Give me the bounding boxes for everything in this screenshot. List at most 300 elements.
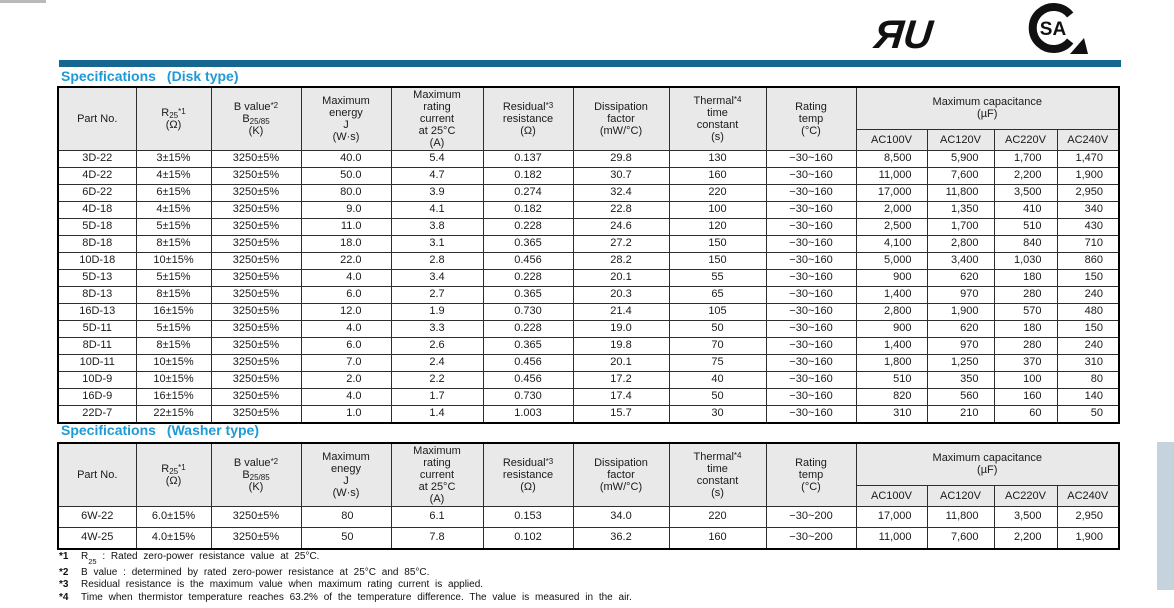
table-cell: 10±15% <box>136 252 211 269</box>
table-cell: 9.0 <box>301 201 391 218</box>
table-cell: 65 <box>669 286 766 303</box>
table-cell: −30~160 <box>766 320 856 337</box>
table-cell: 140 <box>1057 388 1119 405</box>
table-cell: −30~160 <box>766 252 856 269</box>
table-row <box>58 252 1119 269</box>
table-cell: 40 <box>669 371 766 388</box>
table-cell: 2,950 <box>1057 506 1119 527</box>
part-no-cell: 4D-18 <box>58 201 136 218</box>
part-no-cell: 5D-18 <box>58 218 136 235</box>
footnotes <box>59 551 632 604</box>
part-no-cell: 16D-9 <box>58 388 136 405</box>
table-cell: −30~160 <box>766 388 856 405</box>
table-cell: 1,800 <box>856 354 927 371</box>
ac-voltage-header: AC120V <box>927 485 994 506</box>
part-no-cell: 10D-9 <box>58 371 136 388</box>
table-cell: 710 <box>1057 235 1119 252</box>
table-cell: 3250±5% <box>211 371 301 388</box>
table-row <box>58 388 1119 405</box>
csa-triangle <box>1070 38 1088 54</box>
table-cell: 8±15% <box>136 337 211 354</box>
table-cell: 160 <box>669 167 766 184</box>
table-cell: 11,800 <box>927 506 994 527</box>
table-cell: 3250±5% <box>211 218 301 235</box>
table-cell: −30~160 <box>766 371 856 388</box>
table-cell: 160 <box>669 527 766 549</box>
table-cell: 280 <box>994 286 1057 303</box>
table-cell: 5,000 <box>856 252 927 269</box>
table-cell: 430 <box>1057 218 1119 235</box>
table-cell: 1,470 <box>1057 150 1119 167</box>
table-cell: 4.0 <box>301 269 391 286</box>
table-cell: 0.137 <box>483 150 573 167</box>
table-cell: 620 <box>927 320 994 337</box>
part-no-cell: 10D-18 <box>58 252 136 269</box>
table-cell: 11,000 <box>856 527 927 549</box>
footnote-mark: *3 <box>59 579 69 590</box>
part-no-cell: 4D-22 <box>58 167 136 184</box>
table-cell: 20.1 <box>573 354 669 371</box>
table-cell: 510 <box>856 371 927 388</box>
table-cell: 3250±5% <box>211 286 301 303</box>
table-cell: −30~200 <box>766 506 856 527</box>
part-no-cell: 22D-7 <box>58 405 136 423</box>
table-cell: 3250±5% <box>211 167 301 184</box>
column-header: $R_{25}^{*1}$ (Ω) <box>136 87 211 150</box>
table-cell: 2,800 <box>856 303 927 320</box>
table-cell: 150 <box>669 235 766 252</box>
table-cell: −30~160 <box>766 354 856 371</box>
header-rule <box>59 60 1121 67</box>
table-cell: 2.4 <box>391 354 483 371</box>
ac-voltage-header: AC120V <box>927 129 994 150</box>
table-cell: 1,700 <box>927 218 994 235</box>
table-cell: −30~160 <box>766 184 856 201</box>
table-cell: 860 <box>1057 252 1119 269</box>
table-cell: 620 <box>927 269 994 286</box>
table-cell: 6.0±15% <box>136 506 211 527</box>
footnote-mark: *4 <box>59 591 69 603</box>
table-cell: 130 <box>669 150 766 167</box>
table-cell: 3,500 <box>994 506 1057 527</box>
table-cell: 4±15% <box>136 167 211 184</box>
table-row <box>58 235 1119 252</box>
ac-voltage-header: AC220V <box>994 129 1057 150</box>
table-cell: 3250±5% <box>211 405 301 423</box>
column-header: Maximum energy J (W·s) <box>301 87 391 150</box>
table-cell: 1.9 <box>391 303 483 320</box>
table-cell: 3250±5% <box>211 269 301 286</box>
column-header: Dissipation factor (mW/°C) <box>573 87 669 150</box>
table-cell: 6.0 <box>301 286 391 303</box>
table-cell: 570 <box>994 303 1057 320</box>
table-cell: 3250±5% <box>211 506 301 527</box>
disk-spec-table <box>57 86 1120 424</box>
table-cell: 30.7 <box>573 167 669 184</box>
csa-sa-glyph: SA <box>1039 19 1067 40</box>
table-row <box>58 320 1119 337</box>
table-row <box>58 150 1119 167</box>
ac-voltage-header: AC220V <box>994 485 1057 506</box>
table-cell: 0.228 <box>483 218 573 235</box>
column-header: Maximum enegy J (W·s) <box>301 443 391 506</box>
column-header: Residual$^{*3}$ resistance (Ω) <box>483 87 573 150</box>
table-cell: 2.6 <box>391 337 483 354</box>
table-cell: 3.3 <box>391 320 483 337</box>
table-cell: 3250±5% <box>211 354 301 371</box>
table-cell: 3250±5% <box>211 235 301 252</box>
footnote-line <box>59 579 632 592</box>
capacitance-group-header: Maximum capacitance (µF) <box>856 87 1119 129</box>
table-row <box>58 218 1119 235</box>
table-cell: 150 <box>1057 320 1119 337</box>
table-cell: 6.0 <box>301 337 391 354</box>
table-cell: 15.7 <box>573 405 669 423</box>
table-cell: 240 <box>1057 286 1119 303</box>
table-cell: 2,500 <box>856 218 927 235</box>
table-cell: 3250±5% <box>211 388 301 405</box>
table-row <box>58 303 1119 320</box>
table-cell: 150 <box>669 252 766 269</box>
table-cell: 3250±5% <box>211 252 301 269</box>
table-cell: 0.365 <box>483 235 573 252</box>
table-cell: 370 <box>994 354 1057 371</box>
table-row <box>58 527 1119 549</box>
column-header: Thermal$^{*4}$ time constant (s) <box>669 87 766 150</box>
table-cell: 0.182 <box>483 201 573 218</box>
table-cell: 5±15% <box>136 218 211 235</box>
footnote-mark: *2 <box>59 566 69 578</box>
table-cell: 4.7 <box>391 167 483 184</box>
table-cell: 100 <box>669 201 766 218</box>
footnote-mark: *1 <box>59 551 69 562</box>
washer-spec-table <box>57 442 1120 550</box>
table-row <box>58 371 1119 388</box>
table-cell: 2,200 <box>994 167 1057 184</box>
footnote-text: Time when thermistor temperature reaches 63.2% of the temperature difference. The value is measured in the air. <box>81 591 632 603</box>
ac-voltage-header: AC100V <box>856 485 927 506</box>
table-cell: 20.1 <box>573 269 669 286</box>
table-cell: 4.1 <box>391 201 483 218</box>
table-cell: −30~160 <box>766 235 856 252</box>
table-cell: −30~160 <box>766 218 856 235</box>
table-cell: 10±15% <box>136 354 211 371</box>
table-cell: 840 <box>994 235 1057 252</box>
table-cell: 19.8 <box>573 337 669 354</box>
table-cell: 32.4 <box>573 184 669 201</box>
table-cell: 2.8 <box>391 252 483 269</box>
part-no-cell: 16D-13 <box>58 303 136 320</box>
table-cell: 5,900 <box>927 150 994 167</box>
table-cell: 0.228 <box>483 320 573 337</box>
table-cell: 7.8 <box>391 527 483 549</box>
table-cell: 410 <box>994 201 1057 218</box>
table-cell: 2,000 <box>856 201 927 218</box>
footnote-text: Residual resistance is the maximum value when maximum rating current is applied. <box>81 579 484 590</box>
table-cell: 3250±5% <box>211 320 301 337</box>
ul-recognized-mark-icon <box>868 10 944 56</box>
table-cell: 3250±5% <box>211 184 301 201</box>
table-cell: 80.0 <box>301 184 391 201</box>
table-cell: 17.4 <box>573 388 669 405</box>
column-header: B value$^{*2}$ $B_{25/85}$ (K) <box>211 87 301 150</box>
table-cell: 0.456 <box>483 371 573 388</box>
table-cell: 11,000 <box>856 167 927 184</box>
part-no-cell: 5D-13 <box>58 269 136 286</box>
table-cell: 75 <box>669 354 766 371</box>
table-cell: 16±15% <box>136 388 211 405</box>
table-cell: −30~160 <box>766 150 856 167</box>
table-cell: 0.456 <box>483 252 573 269</box>
table-cell: 480 <box>1057 303 1119 320</box>
table-cell: 28.2 <box>573 252 669 269</box>
table-cell: 17.2 <box>573 371 669 388</box>
table-cell: 7,600 <box>927 167 994 184</box>
table-cell: 50 <box>1057 405 1119 423</box>
table-cell: 150 <box>1057 269 1119 286</box>
part-no-cell: 3D-22 <box>58 150 136 167</box>
table-cell: 0.182 <box>483 167 573 184</box>
csa-mark-icon <box>1024 2 1096 58</box>
column-header: Maximum rating current at 25°C (A) <box>391 443 483 506</box>
table-row <box>58 286 1119 303</box>
table-cell: 820 <box>856 388 927 405</box>
table-cell: 30 <box>669 405 766 423</box>
table-cell: 1.003 <box>483 405 573 423</box>
table-row <box>58 354 1119 371</box>
table-cell: 3250±5% <box>211 527 301 549</box>
table-cell: 970 <box>927 286 994 303</box>
table-cell: −30~160 <box>766 286 856 303</box>
table-cell: 0.365 <box>483 337 573 354</box>
table-cell: −30~160 <box>766 337 856 354</box>
table-cell: 2.2 <box>391 371 483 388</box>
table-cell: 70 <box>669 337 766 354</box>
footnote-text: B value : determined by rated zero-power resistance at 25°C and 85°C. <box>81 566 430 578</box>
table-cell: 3.9 <box>391 184 483 201</box>
table-cell: 60 <box>994 405 1057 423</box>
table-cell: 220 <box>669 506 766 527</box>
table-cell: 4.0±15% <box>136 527 211 549</box>
table-cell: 310 <box>1057 354 1119 371</box>
table-cell: 5.4 <box>391 150 483 167</box>
table-cell: 50 <box>669 388 766 405</box>
washer-section-title <box>61 422 259 438</box>
table-cell: 22.0 <box>301 252 391 269</box>
part-no-cell: 4W-25 <box>58 527 136 549</box>
column-header: Rating temp (°C) <box>766 443 856 506</box>
table-cell: 180 <box>994 269 1057 286</box>
section-type-label: (Disk type) <box>166 68 239 84</box>
section-title-label: Specifications <box>61 422 156 438</box>
table-cell: 50 <box>669 320 766 337</box>
column-header: Maximum rating current at 25°C (A) <box>391 87 483 150</box>
table-cell: 5±15% <box>136 269 211 286</box>
table-cell: 12.0 <box>301 303 391 320</box>
table-cell: 7,600 <box>927 527 994 549</box>
table-cell: −30~160 <box>766 201 856 218</box>
table-cell: −30~160 <box>766 269 856 286</box>
table-cell: 180 <box>994 320 1057 337</box>
table-cell: 6.1 <box>391 506 483 527</box>
table-cell: 340 <box>1057 201 1119 218</box>
ac-voltage-header: AC240V <box>1057 129 1119 150</box>
table-cell: −30~160 <box>766 405 856 423</box>
table-cell: 970 <box>927 337 994 354</box>
column-header: Rating temp (°C) <box>766 87 856 150</box>
table-cell: 3,500 <box>994 184 1057 201</box>
table-cell: 10±15% <box>136 371 211 388</box>
table-cell: 3,400 <box>927 252 994 269</box>
table-cell: 0.365 <box>483 286 573 303</box>
table-cell: 7.0 <box>301 354 391 371</box>
table-cell: 1.0 <box>301 405 391 423</box>
table-cell: 22.8 <box>573 201 669 218</box>
column-header: $R_{25}^{*1}$ (Ω) <box>136 443 211 506</box>
table-cell: −30~160 <box>766 167 856 184</box>
table-cell: 27.2 <box>573 235 669 252</box>
table-cell: 17,000 <box>856 506 927 527</box>
table-cell: 3250±5% <box>211 150 301 167</box>
ac-voltage-header: AC240V <box>1057 485 1119 506</box>
section-title-label: Specifications <box>61 68 156 84</box>
footnote-line <box>59 592 632 605</box>
table-cell: 36.2 <box>573 527 669 549</box>
table-cell: 210 <box>927 405 994 423</box>
table-cell: 2.0 <box>301 371 391 388</box>
table-cell: −30~160 <box>766 303 856 320</box>
table-cell: 2,200 <box>994 527 1057 549</box>
table-row <box>58 405 1119 423</box>
table-cell: 0.153 <box>483 506 573 527</box>
table-cell: 2,950 <box>1057 184 1119 201</box>
table-cell: 80 <box>301 506 391 527</box>
top-left-rule <box>0 0 46 3</box>
table-cell: 280 <box>994 337 1057 354</box>
table-cell: 17,000 <box>856 184 927 201</box>
column-header: Part No. <box>58 443 136 506</box>
table-cell: 19.0 <box>573 320 669 337</box>
table-cell: 1,030 <box>994 252 1057 269</box>
table-cell: 3±15% <box>136 150 211 167</box>
table-cell: 120 <box>669 218 766 235</box>
table-cell: 0.730 <box>483 303 573 320</box>
table-cell: 3250±5% <box>211 303 301 320</box>
table-cell: 1,400 <box>856 286 927 303</box>
part-no-cell: 8D-13 <box>58 286 136 303</box>
footnote-line <box>59 551 632 567</box>
ul-mark-glyph: ЯU <box>872 13 935 56</box>
table-cell: 4,100 <box>856 235 927 252</box>
table-cell: 22±15% <box>136 405 211 423</box>
table-cell: 1,400 <box>856 337 927 354</box>
table-cell: 20.3 <box>573 286 669 303</box>
table-cell: 1.7 <box>391 388 483 405</box>
footnote-text: $R_{25}$ : Rated zero-power resistance value at 25°C. <box>81 551 320 566</box>
table-cell: 1,900 <box>1057 527 1119 549</box>
table-cell: 11.0 <box>301 218 391 235</box>
table-cell: 8,500 <box>856 150 927 167</box>
table-cell: 900 <box>856 269 927 286</box>
part-no-cell: 10D-11 <box>58 354 136 371</box>
column-header: Dissipation factor (mW/°C) <box>573 443 669 506</box>
table-cell: 160 <box>994 388 1057 405</box>
table-cell: 3250±5% <box>211 201 301 218</box>
table-cell: 34.0 <box>573 506 669 527</box>
table-cell: 40.0 <box>301 150 391 167</box>
table-cell: 0.228 <box>483 269 573 286</box>
table-cell: 0.730 <box>483 388 573 405</box>
table-cell: 350 <box>927 371 994 388</box>
table-cell: 2,800 <box>927 235 994 252</box>
table-cell: 24.6 <box>573 218 669 235</box>
column-header: Residual$^{*3}$ resistance (Ω) <box>483 443 573 506</box>
capacitance-group-header: Maximum capacitance (µF) <box>856 443 1119 485</box>
column-header: B value$^{*2}$ $B_{25/85}$ (K) <box>211 443 301 506</box>
part-no-cell: 8D-11 <box>58 337 136 354</box>
table-cell: 560 <box>927 388 994 405</box>
part-no-cell: 6D-22 <box>58 184 136 201</box>
table-cell: 3.1 <box>391 235 483 252</box>
table-cell: 80 <box>1057 371 1119 388</box>
table-cell: 1,900 <box>927 303 994 320</box>
table-cell: 0.102 <box>483 527 573 549</box>
table-cell: 900 <box>856 320 927 337</box>
table-cell: 4.0 <box>301 320 391 337</box>
table-cell: 4±15% <box>136 201 211 218</box>
table-row <box>58 506 1119 527</box>
table-cell: 220 <box>669 184 766 201</box>
column-header: Part No. <box>58 87 136 150</box>
table-cell: 16±15% <box>136 303 211 320</box>
table-cell: 11,800 <box>927 184 994 201</box>
table-cell: 55 <box>669 269 766 286</box>
part-no-cell: 6W-22 <box>58 506 136 527</box>
part-no-cell: 8D-18 <box>58 235 136 252</box>
table-cell: 240 <box>1057 337 1119 354</box>
table-cell: 3250±5% <box>211 337 301 354</box>
table-cell: 510 <box>994 218 1057 235</box>
table-cell: 6±15% <box>136 184 211 201</box>
table-cell: 4.0 <box>301 388 391 405</box>
ac-voltage-header: AC100V <box>856 129 927 150</box>
table-cell: 18.0 <box>301 235 391 252</box>
table-row <box>58 201 1119 218</box>
table-cell: 0.456 <box>483 354 573 371</box>
table-cell: 2.7 <box>391 286 483 303</box>
table-cell: 1.4 <box>391 405 483 423</box>
table-cell: 8±15% <box>136 235 211 252</box>
column-header: Thermal$^{*4}$ time constant (s) <box>669 443 766 506</box>
part-no-cell: 5D-11 <box>58 320 136 337</box>
right-edge-strip <box>1157 442 1174 590</box>
table-cell: 5±15% <box>136 320 211 337</box>
table-cell: 1,350 <box>927 201 994 218</box>
table-cell: 3.8 <box>391 218 483 235</box>
table-cell: 100 <box>994 371 1057 388</box>
disk-section-title <box>61 68 239 84</box>
table-row <box>58 269 1119 286</box>
table-row <box>58 184 1119 201</box>
section-type-label: (Washer type) <box>166 422 259 438</box>
table-cell: 310 <box>856 405 927 423</box>
table-row <box>58 167 1119 184</box>
footnote-line <box>59 567 632 580</box>
table-cell: 50.0 <box>301 167 391 184</box>
table-cell: 0.274 <box>483 184 573 201</box>
table-cell: 21.4 <box>573 303 669 320</box>
table-cell: 29.8 <box>573 150 669 167</box>
